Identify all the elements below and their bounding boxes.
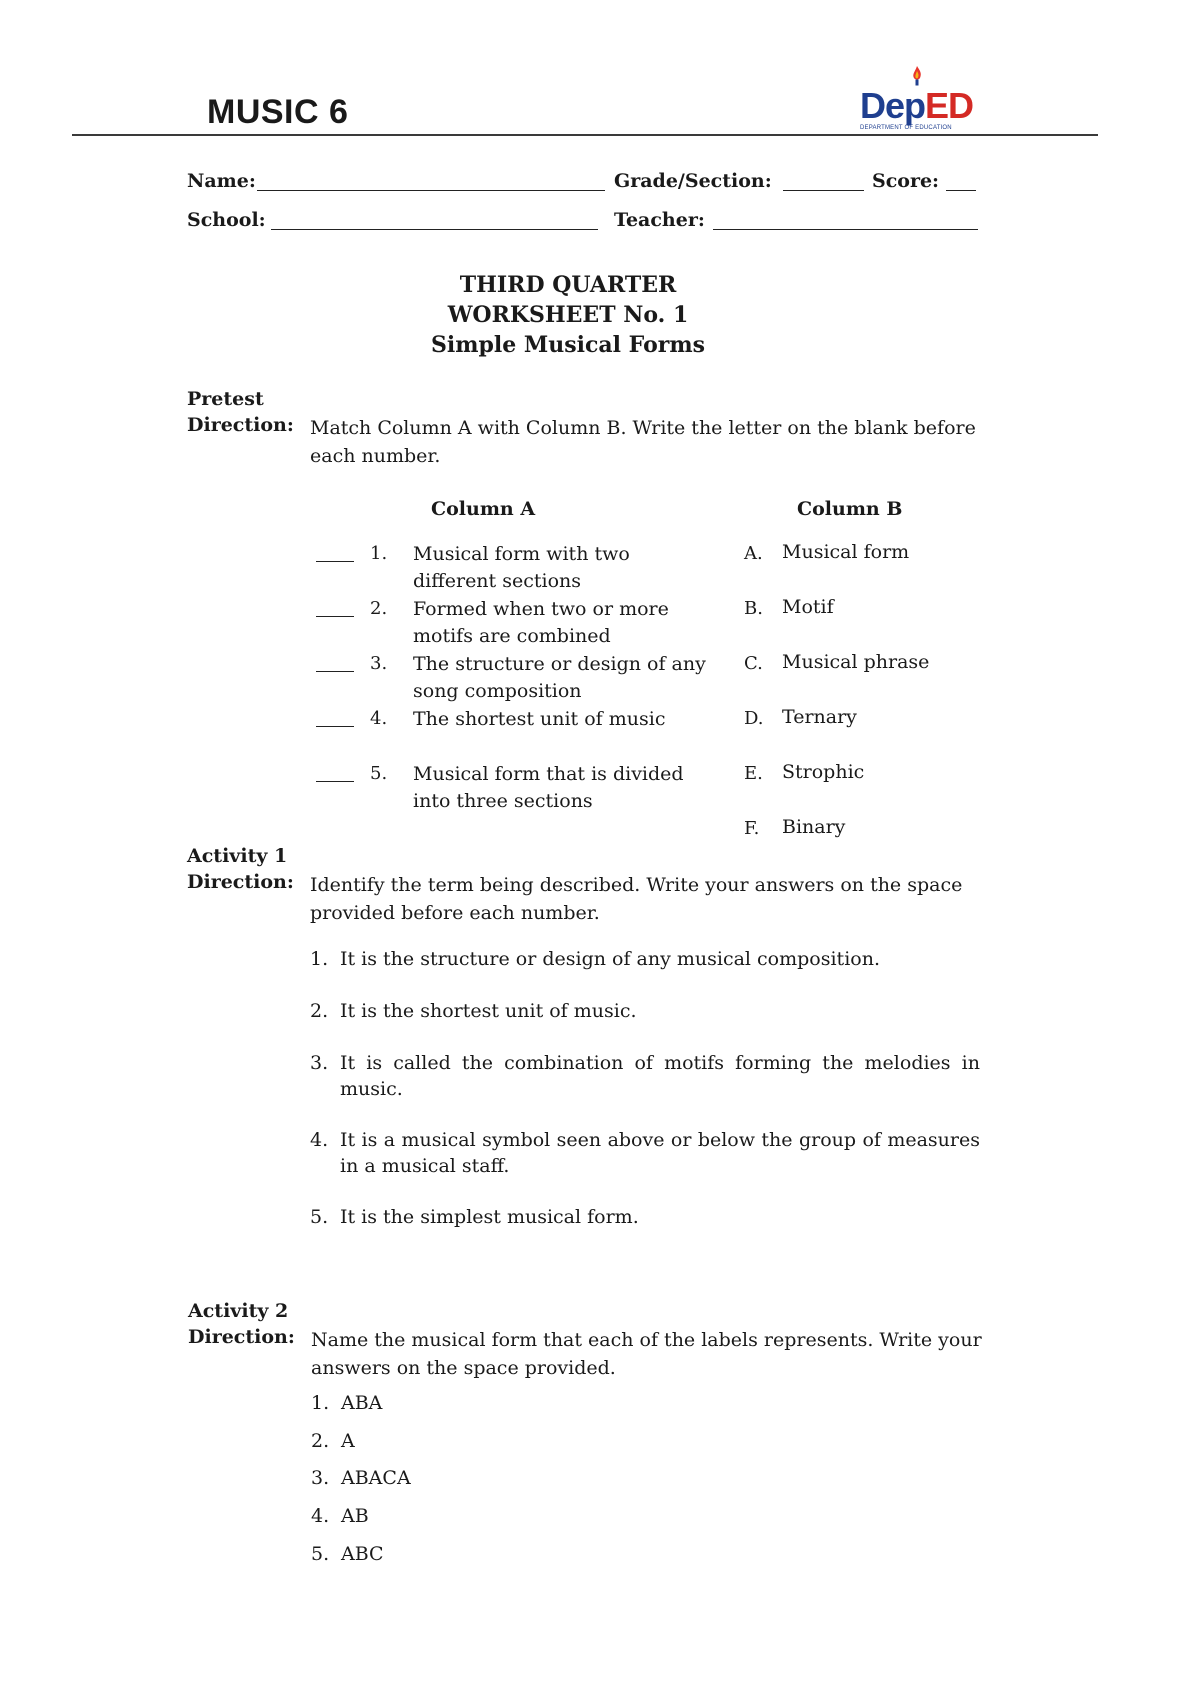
- column-b-header: Column B: [797, 498, 903, 520]
- logo-text-ed: ED: [925, 85, 974, 126]
- answer-blank[interactable]: [316, 726, 354, 727]
- deped-logo: [860, 68, 982, 132]
- column-a-header: Column A: [431, 498, 536, 520]
- column-b-letter: D.: [744, 708, 764, 729]
- item-number: 3.: [311, 1467, 330, 1489]
- item-number: 4.: [311, 1505, 330, 1527]
- column-b-letter: B.: [744, 598, 763, 619]
- list-item: [310, 1204, 980, 1230]
- teacher-label: Teacher:: [614, 209, 705, 231]
- name-blank[interactable]: [257, 190, 605, 191]
- item-number: 2.: [311, 1430, 330, 1452]
- item-text: It is the shortest unit of music.: [340, 1000, 637, 1022]
- list-item: [310, 946, 980, 972]
- subject-title: MUSIC 6: [207, 93, 349, 131]
- name-label: Name:: [187, 170, 256, 192]
- column-a-number: 5.: [370, 763, 388, 784]
- list-item: [311, 1390, 981, 1416]
- worksheet-title: WORKSHEET No. 1: [447, 302, 689, 328]
- column-b-option: Musical form: [782, 541, 910, 563]
- column-a-item: Formed when two or more motifs are combined: [413, 598, 669, 647]
- item-text: It is a musical symbol seen above or below the group of measures in a musical staff.: [340, 1129, 980, 1177]
- column-a-number: 3.: [370, 653, 388, 674]
- activity1-direction-label: Direction:: [187, 871, 294, 893]
- pretest-label: Pretest: [187, 388, 264, 410]
- item-text: ABACA: [341, 1467, 411, 1489]
- score-label: Score:: [872, 170, 940, 192]
- item-text: It is called the combination of motifs forming the melodies in music.: [340, 1052, 980, 1100]
- logo-text-dep: Dep: [860, 85, 926, 126]
- score-blank[interactable]: [946, 190, 976, 191]
- list-item: [310, 998, 980, 1024]
- item-number: 4.: [310, 1129, 329, 1151]
- grade-section-blank[interactable]: [783, 190, 864, 191]
- column-b-letter: E.: [744, 763, 763, 784]
- column-b-letter: A.: [744, 543, 763, 564]
- column-a-item: The shortest unit of music: [413, 708, 666, 730]
- answer-blank[interactable]: [316, 561, 354, 562]
- item-number: 5.: [311, 1543, 330, 1565]
- column-b-option: Binary: [782, 816, 846, 838]
- topic-title: Simple Musical Forms: [430, 332, 706, 358]
- item-text: AB: [341, 1505, 369, 1527]
- list-item: [311, 1503, 981, 1529]
- item-text: It is the structure or design of any musical composition.: [340, 948, 880, 970]
- header-divider: [72, 134, 1098, 136]
- torch-icon: [909, 66, 925, 86]
- item-text: ABA: [341, 1392, 383, 1414]
- list-item: [311, 1428, 981, 1454]
- activity1-direction-text: Identify the term being described. Write your answers on the space provided before each number.: [310, 874, 963, 924]
- column-b-letter: F.: [744, 818, 760, 839]
- column-b-letter: C.: [744, 653, 763, 674]
- column-a-item: Musical form that is divided into three sections: [413, 763, 684, 812]
- pretest-direction-label: Direction:: [187, 414, 294, 436]
- column-a-item: Musical form with two different sections: [413, 543, 630, 592]
- item-number: 2.: [310, 1000, 329, 1022]
- answer-blank[interactable]: [316, 616, 354, 617]
- column-a-item: The structure or design of any song composition: [413, 653, 706, 702]
- item-text: A: [341, 1430, 355, 1452]
- column-b-option: Motif: [782, 596, 834, 618]
- teacher-blank[interactable]: [713, 229, 978, 230]
- activity2-direction-text: Name the musical form that each of the labels represents. Write your answers on the space provided.: [311, 1329, 982, 1379]
- activity1-label: Activity 1: [187, 845, 288, 867]
- answer-blank[interactable]: [316, 671, 354, 672]
- column-b-option: Strophic: [782, 761, 865, 783]
- item-number: 3.: [310, 1052, 329, 1074]
- column-b-option: Ternary: [782, 706, 857, 728]
- quarter-title: THIRD QUARTER: [459, 272, 677, 298]
- item-text: ABC: [341, 1543, 384, 1565]
- item-text: It is the simplest musical form.: [340, 1206, 639, 1228]
- pretest-direction-text: Match Column A with Column B. Write the letter on the blank before each number.: [310, 417, 976, 467]
- item-number: 5.: [310, 1206, 329, 1228]
- school-blank[interactable]: [271, 229, 598, 230]
- activity2-label: Activity 2: [188, 1300, 289, 1322]
- activity2-direction-label: Direction:: [188, 1326, 295, 1348]
- grade-section-label: Grade/Section:: [614, 170, 772, 192]
- column-a-number: 1.: [370, 543, 388, 564]
- logo-tagline: DEPARTMENT OF EDUCATION: [860, 125, 952, 131]
- column-b-option: Musical phrase: [782, 651, 930, 673]
- column-a-number: 4.: [370, 708, 388, 729]
- list-item: [310, 1050, 980, 1102]
- list-item: [311, 1465, 981, 1491]
- school-label: School:: [187, 209, 266, 231]
- list-item: [311, 1541, 981, 1567]
- item-number: 1.: [311, 1392, 330, 1414]
- item-number: 1.: [310, 948, 329, 970]
- column-a-number: 2.: [370, 598, 388, 619]
- list-item: [310, 1127, 980, 1179]
- answer-blank[interactable]: [316, 781, 354, 782]
